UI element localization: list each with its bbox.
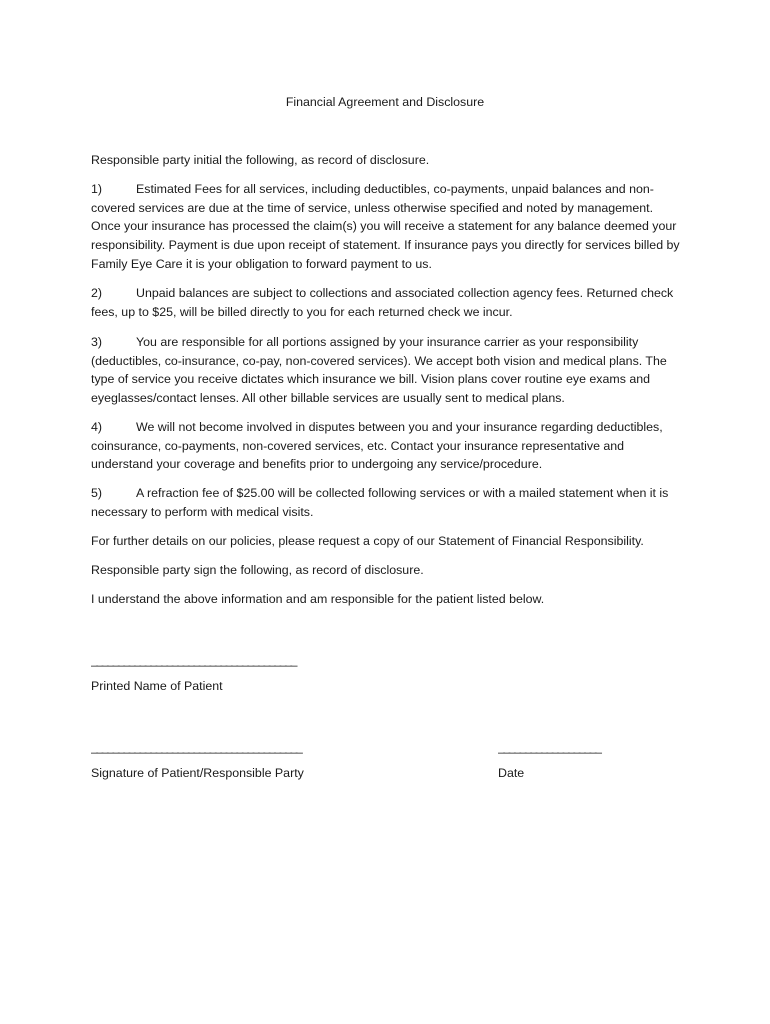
policy-item-5-text: A refraction fee of $25.00 will be collected following services or with a mailed statement when it is necessary to perform with medical visits. — [91, 486, 669, 519]
understand-statement: I understand the above information and am responsible for the patient listed below. — [91, 592, 545, 606]
signature-label: Signature of Patient/Responsible Party — [91, 766, 304, 780]
policy-item-5 — [91, 484, 683, 521]
date-label: Date — [498, 766, 525, 780]
document-title: Financial Agreement and Disclosure — [285, 95, 485, 109]
date-line[interactable]: ___________________ — [498, 740, 601, 754]
policy-item-3-number: 3) — [91, 335, 103, 349]
patient-name-line[interactable]: ______________________________________ — [91, 653, 296, 667]
policy-item-1-text: Estimated Fees for all services, including deductibles, co-payments, unpaid balances and non-covered services are due at the time of service, unless otherwise specified and noted by management. Once your insurance has processed the claim(s) you will receive a statement for any balance deemed your responsibility. Payment is due upon receipt of statement. If insurance pays you directly for services billed by Family Eye Care it is your obligation to forward payment to us. — [91, 182, 680, 271]
policy-item-5-number: 5) — [91, 486, 103, 500]
policy-item-4-text: We will not become involved in disputes between you and your insurance regarding deductibles, coinsurance, co-payments, non-covered services, etc. Contact your insurance representative and understand your coverage and benefits prior to undergoing any service/procedure. — [91, 420, 663, 472]
policy-item-4-number: 4) — [91, 420, 103, 434]
policy-item-2-text: Unpaid balances are subject to collections and associated collection agency fees. Returned check fees, up to $25, will be billed directly to you for each returned check we incur. — [91, 286, 674, 319]
policy-item-1-number: 1) — [91, 182, 103, 196]
sign-intro-text: Responsible party sign the following, as record of disclosure. — [91, 563, 424, 577]
policy-item-3-text: You are responsible for all portions assigned by your insurance carrier as your responsibility (deductibles, co-insurance, co-pay, non-covered services). We accept both vision and medical plans. The type of service you receive dictates which insurance we bill. Vision plans cover routine eye exams and eyeglasses/contact lenses. All other billable services are usually sent to medical plans. — [91, 335, 667, 406]
policy-item-4 — [91, 418, 683, 474]
policy-item-2-number: 2) — [91, 286, 103, 300]
signature-line[interactable]: _______________________________________ — [91, 740, 302, 754]
policy-item-2 — [91, 284, 683, 321]
patient-name-label: Printed Name of Patient — [91, 679, 223, 693]
policy-item-1 — [91, 180, 683, 274]
further-details-text: For further details on our policies, please request a copy of our Statement of Financial Responsibility. — [91, 534, 644, 548]
policy-item-3 — [91, 333, 683, 408]
intro-text: Responsible party initial the following, as record of disclosure. — [91, 153, 430, 167]
